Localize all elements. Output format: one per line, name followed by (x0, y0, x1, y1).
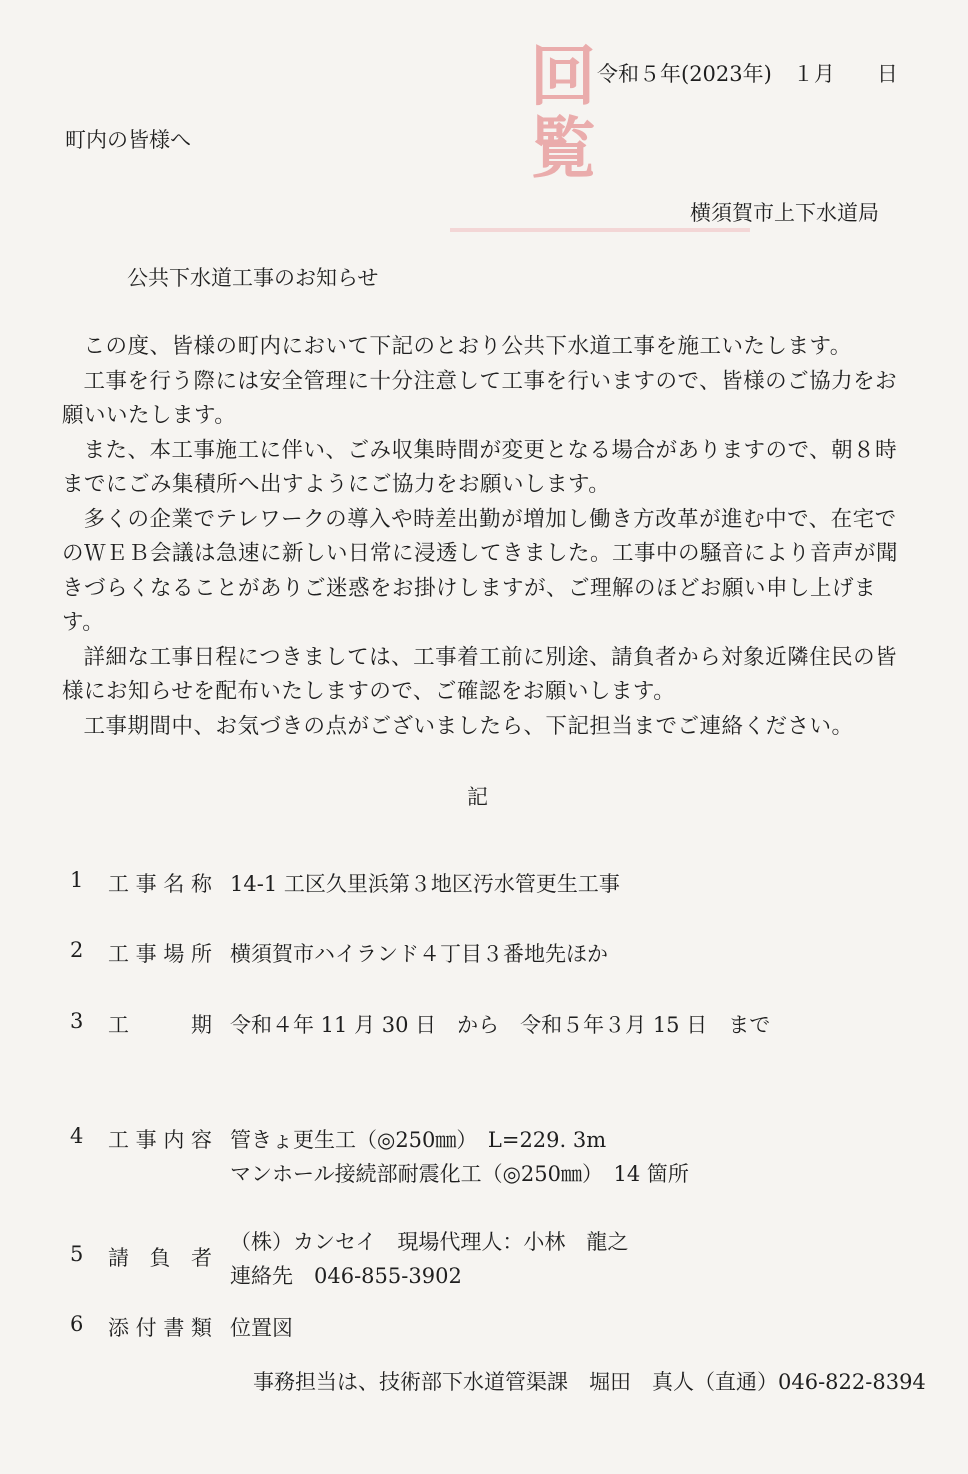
paragraph: 多くの企業でテレワークの導入や時差出勤が増加し働き方改革が進む中で、在宅でのＷＥＢ会議は急速に新しい日常に浸透してきました。工事中の騒音により音声が聞きづらくなることがありご迷惑をお掛けしますが、ご理解のほどお願い申し上げます。 (62, 506, 899, 635)
addressee: 町内の皆様へ (65, 128, 191, 152)
paragraph: 詳細な工事日程につきましては、工事着工前に別途、請負者から対象近隣住民の皆様にお知らせを配布いたしますので、ご確認をお願いします。 (62, 644, 898, 704)
item-label (108, 1242, 212, 1272)
document-title: 公共下水道工事のお知らせ (127, 266, 379, 290)
contact-line: 事務担当は、技術部下水道管渠課 堀田 真人（直通）046-822-8394 (253, 1370, 926, 1394)
item-value: 14-1 工区久里浜第３地区汚水管更生工事 (230, 872, 620, 896)
item-label-char: 期 (191, 1013, 212, 1037)
item-label-char: 類 (190, 1316, 212, 1340)
body-text (62, 330, 902, 744)
item-label (108, 868, 212, 898)
item-number: 3 (70, 1009, 84, 1033)
item-number: 6 (70, 1312, 84, 1336)
item-label-char: 付 (135, 1316, 157, 1340)
item-label (108, 938, 212, 968)
item-value-line2: 連絡先 046-855-3902 (230, 1264, 462, 1288)
item-label-char: 事 (135, 1128, 157, 1152)
item-label-char: 工 (108, 872, 129, 896)
item-label-char: 事 (135, 872, 157, 896)
kairan-stamp (530, 37, 596, 190)
stamp-smudge (450, 228, 750, 232)
paragraph: 工事を行う際には安全管理に十分注意して工事を行いますので、皆様のご協力をお願いいたします。 (62, 368, 898, 428)
item-label (108, 1312, 212, 1342)
sender: 横須賀市上下水道局 (690, 201, 879, 225)
paragraph: 工事期間中、お気づきの点がございましたら、下記担当までご連絡ください。 (83, 713, 854, 739)
item-label-char: 書 (163, 1316, 185, 1340)
item-label-char: 工 (108, 942, 129, 966)
item-value: 令和４年 11 月 30 日 から 令和５年３月 15 日 まで (230, 1013, 771, 1037)
item-label-char: 負 (149, 1246, 171, 1270)
item-label-char: 名 (163, 872, 185, 896)
item-value: 横須賀市ハイランド４丁目３番地先ほか (230, 942, 608, 966)
item-label (108, 1009, 212, 1039)
item-value: 管きょ更生工（◎250㎜） L=229. 3m (230, 1128, 607, 1152)
item-label (108, 1124, 212, 1154)
item-value-line2: マンホール接続部耐震化工（◎250㎜） 14 箇所 (230, 1162, 689, 1186)
item-label-char: 場 (163, 942, 185, 966)
item-label-char: 添 (108, 1316, 129, 1340)
item-label-char: 事 (135, 942, 157, 966)
item-label-char: 請 (108, 1246, 129, 1270)
item-value: （株）カンセイ 現場代理人：小林 龍之 (230, 1230, 629, 1254)
ki-heading: 記 (467, 785, 488, 809)
item-number: 1 (70, 868, 84, 892)
item-label-char: 者 (191, 1246, 212, 1270)
issue-date: 令和５年(2023年) １月 日 (597, 62, 898, 86)
stamp-char-1: 回 (530, 37, 596, 115)
item-label-char: 工 (108, 1013, 129, 1037)
item-label-char: 称 (190, 872, 212, 896)
item-label-char: 工 (108, 1128, 129, 1152)
item-number: 5 (70, 1242, 84, 1266)
item-number: 4 (70, 1124, 84, 1148)
item-label-char: 所 (190, 942, 212, 966)
item-label-char: 内 (163, 1128, 185, 1152)
item-label-char: 容 (190, 1128, 212, 1152)
paragraph: この度、皆様の町内において下記のとおり公共下水道工事を施工いたします。 (83, 334, 852, 359)
stamp-char-2: 覧 (530, 109, 596, 187)
item-number: 2 (70, 938, 84, 962)
paragraph: また、本工事施工に伴い、ごみ収集時間が変更となる場合がありますので、朝８時までにごみ集積所へ出すようにご協力をお願いします。 (62, 437, 898, 497)
item-value: 位置図 (230, 1316, 293, 1340)
